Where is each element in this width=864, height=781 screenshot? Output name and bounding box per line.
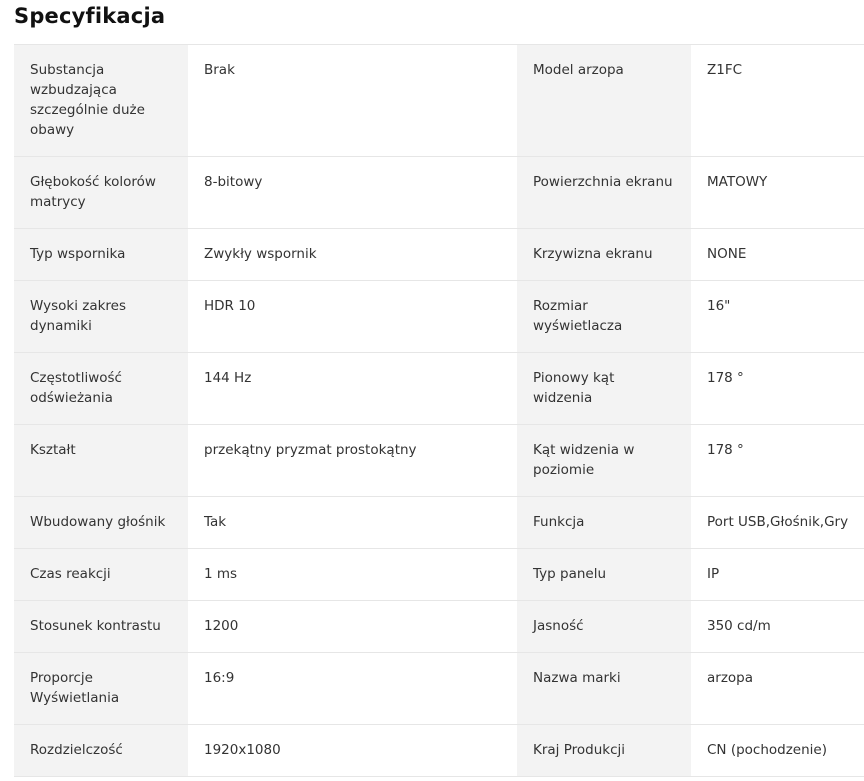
spec-label: Głębokość kolorów matrycy: [14, 157, 188, 229]
spec-label: Wbudowany głośnik: [14, 497, 188, 549]
specification-table: [14, 45, 864, 777]
spec-value: Z1FC: [691, 45, 864, 157]
spec-label: Proporcje Wyświetlania: [14, 653, 188, 725]
table-row: [14, 157, 864, 229]
spec-value: 16:9: [188, 653, 517, 725]
spec-value: 178 °: [691, 353, 864, 425]
table-row: [14, 353, 864, 425]
spec-value: 144 Hz: [188, 353, 517, 425]
spec-value: 1920x1080: [188, 725, 517, 777]
spec-label: Powierzchnia ekranu: [517, 157, 691, 229]
spec-label: Model arzopa: [517, 45, 691, 157]
table-row: [14, 725, 864, 777]
spec-value: 178 °: [691, 425, 864, 497]
spec-label: Kształt: [14, 425, 188, 497]
spec-label: Krzywizna ekranu: [517, 229, 691, 281]
table-row: [14, 653, 864, 725]
spec-label: Typ panelu: [517, 549, 691, 601]
spec-value: Port USB,Głośnik,Gry: [691, 497, 864, 549]
spec-value: 1200: [188, 601, 517, 653]
spec-label: Rozmiar wyświetlacza: [517, 281, 691, 353]
spec-value: 1 ms: [188, 549, 517, 601]
table-row: [14, 549, 864, 601]
table-row: [14, 45, 864, 157]
spec-value: Tak: [188, 497, 517, 549]
table-row: [14, 497, 864, 549]
spec-label: Czas reakcji: [14, 549, 188, 601]
spec-label: Pionowy kąt widzenia: [517, 353, 691, 425]
table-row: [14, 281, 864, 353]
spec-label: Kraj Produkcji: [517, 725, 691, 777]
table-row: [14, 601, 864, 653]
spec-value: arzopa: [691, 653, 864, 725]
spec-label: Wysoki zakres dynamiki: [14, 281, 188, 353]
spec-value: HDR 10: [188, 281, 517, 353]
spec-label: Rozdzielczość: [14, 725, 188, 777]
table-row: [14, 229, 864, 281]
table-row: [14, 425, 864, 497]
spec-value: Brak: [188, 45, 517, 157]
spec-value: 16": [691, 281, 864, 353]
spec-value: przekątny pryzmat prostokątny: [188, 425, 517, 497]
section-title: Specyfikacja: [14, 4, 166, 28]
spec-label: Typ wspornika: [14, 229, 188, 281]
spec-label: Jasność: [517, 601, 691, 653]
spec-value: MATOWY: [691, 157, 864, 229]
spec-value: NONE: [691, 229, 864, 281]
spec-value: 8-bitowy: [188, 157, 517, 229]
spec-label: Substancja wzbudzająca szczególnie duże obawy: [14, 45, 188, 157]
spec-label: Kąt widzenia w poziomie: [517, 425, 691, 497]
spec-value: Zwykły wspornik: [188, 229, 517, 281]
spec-label: Stosunek kontrastu: [14, 601, 188, 653]
spec-label: Nazwa marki: [517, 653, 691, 725]
spec-label: Częstotliwość odświeżania: [14, 353, 188, 425]
spec-value: 350 cd/m: [691, 601, 864, 653]
spec-value: CN (pochodzenie): [691, 725, 864, 777]
spec-value: IP: [691, 549, 864, 601]
spec-label: Funkcja: [517, 497, 691, 549]
